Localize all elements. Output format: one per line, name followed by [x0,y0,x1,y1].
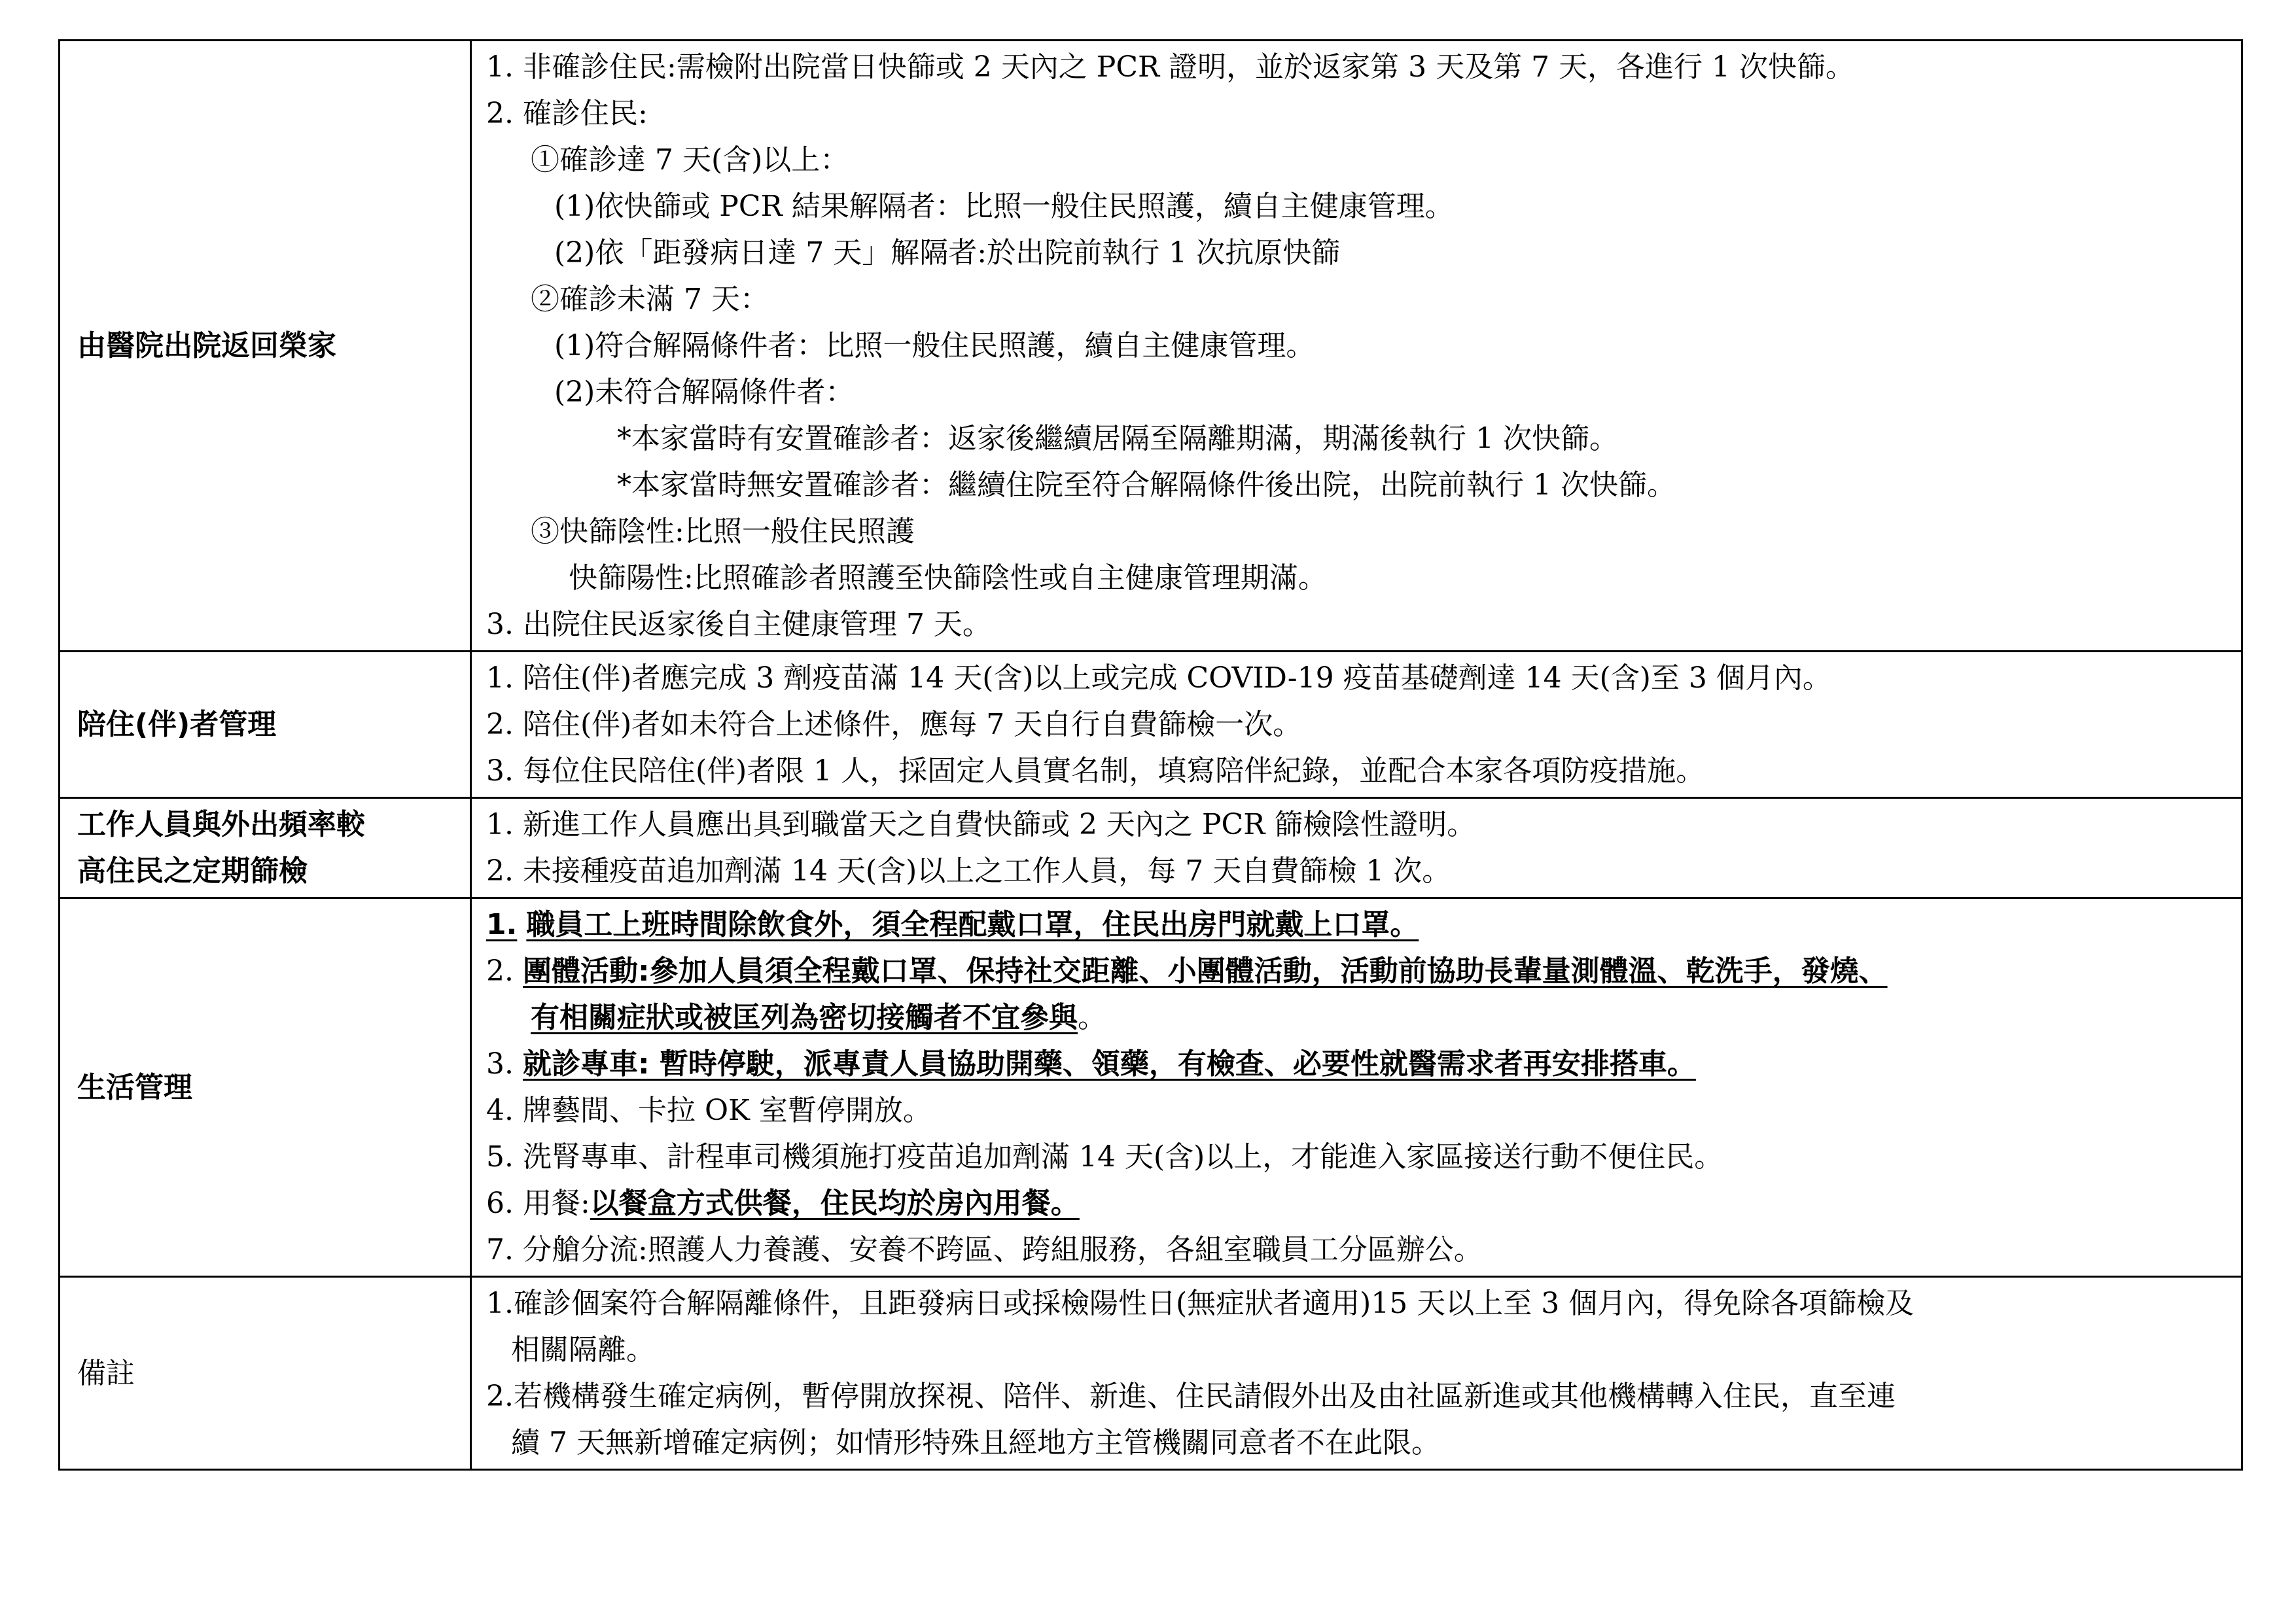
row-label-screening [60,798,471,898]
discharge-line-8: (2)未符合解隔條件者： [554,375,855,409]
discharge-line-12: 快篩陽性:比照確診者照護至快篩陰性或自主健康管理期滿。 [569,561,1327,595]
discharge-line-13: 3. 出院住民返家後自主健康管理 7 天。 [486,608,991,641]
screening-line-1: 1. 新進工作人員應出具到職當天之自費快篩或 2 天內之 PCR 篩檢陰性證明。 [486,808,1476,841]
policy-table [58,39,2243,1471]
companion-line-1: 1. 陪住(伴)者應完成 3 劑疫苗滿 14 天(含)以上或完成 COVID-19 疫苗基礎劑達 14 天(含)至 3 個月內。 [486,661,1831,695]
row-content-companion [471,652,2242,798]
discharge-line-11: ③快篩陰性:比照一般住民照護 [531,515,915,548]
row-label-screening-line-1: 工作人員與外出頻率較 [77,808,365,841]
screening-line-2: 2. 未接種疫苗追加劑滿 14 天(含)以上之工作人員，每 7 天自費篩檢 1 次。 [486,854,1451,888]
life-item-3-text: 就診專車: 暫時停駛，派專責人員協助開藥、領藥，有檢查、必要性就醫需求者再安排搭車。 [522,1047,1696,1081]
row-label-screening-line-2: 高住民之定期篩檢 [77,854,308,888]
row-label-notes: 備註 [60,1277,471,1470]
life-item-2-tail: 。 [1078,1001,1106,1034]
life-item-1-text: 職員工上班時間除飲食外，須全程配戴口罩，住民出房門就戴上口罩。 [526,908,1419,941]
life-item-6-prefix: 6. 用餐: [486,1187,590,1220]
table-row-life [60,898,2242,1277]
row-label-life: 生活管理 [60,898,471,1277]
table-row-screening [60,798,2242,898]
life-item-1-num: 1. [486,908,518,941]
life-item-6 [472,1180,2228,1227]
table-row-hospital-discharge [60,41,2242,652]
life-item-1 [472,901,2228,948]
discharge-line-1: 1. 非確診住民:需檢附出院當日快篩或 2 天內之 PCR 證明，並於返家第 3 天及第 7 天，各進行 1 次快篩。 [486,50,1855,84]
life-item-7: 7. 分艙分流:照護人力養護、安養不跨區、跨組服務，各組室職員工分區辦公。 [486,1233,1483,1266]
life-item-3-num: 3. [486,1047,514,1081]
row-content-notes [471,1277,2242,1470]
discharge-line-7: (1)符合解隔條件者：比照一般住民照護，續自主健康管理。 [554,329,1315,362]
life-item-2a [472,948,2228,994]
row-content-life [471,898,2242,1277]
discharge-line-4: (1)依快篩或 PCR 結果解隔者：比照一般住民照護，續自主健康管理。 [554,190,1454,223]
row-label-hospital-discharge: 由醫院出院返回榮家 [60,41,471,652]
life-item-2-text-b: 有相關症狀或被匡列為密切接觸者不宜參與 [531,1001,1078,1034]
table-row-companion [60,652,2242,798]
discharge-line-2: 2. 確診住民: [486,97,648,130]
note-1-line-a: 1.確診個案符合解隔離條件，且距發病日或採檢陽性日(無症狀者適用)15 天以上至 3 個月內，得免除各項篩檢及 [486,1287,1915,1320]
life-item-2b [472,994,2228,1041]
life-item-2-text-a: 團體活動:參加人員須全程戴口罩、保持社交距離、小團體活動，活動前協助長輩量測體溫、乾洗手，發燒、 [522,954,1888,988]
note-2-line-a: 2.若機構發生確定病例，暫停開放探視、陪伴、新進、住民請假外出及由社區新進或其他機構轉入住民，直至連 [486,1380,1896,1413]
life-item-5: 5. 洗腎專車、計程車司機須施打疫苗追加劑滿 14 天(含)以上，才能進入家區接送行動不便住民。 [486,1140,1723,1174]
life-item-2-num: 2. [486,954,514,988]
row-label-companion: 陪住(伴)者管理 [60,652,471,798]
life-item-3 [472,1041,2228,1087]
note-1-line-b: 相關隔離。 [511,1333,655,1367]
row-content-hospital-discharge [471,41,2242,652]
discharge-line-9: *本家當時有安置確診者：返家後繼續居隔至隔離期滿，期滿後執行 1 次快篩。 [617,422,1618,455]
companion-line-3: 3. 每位住民陪住(伴)者限 1 人，採固定人員實名制，填寫陪伴紀錄，並配合本家各項防疫措施。 [486,754,1705,788]
row-content-screening [471,798,2242,898]
table-row-notes [60,1277,2242,1470]
note-2-line-b: 續 7 天無新增確定病例；如情形特殊且經地方主管機關同意者不在此限。 [511,1426,1440,1459]
discharge-line-10: *本家當時無安置確診者：繼續住院至符合解隔條件後出院，出院前執行 1 次快篩。 [617,468,1676,502]
companion-line-2: 2. 陪住(伴)者如未符合上述條件，應每 7 天自行自費篩檢一次。 [486,708,1302,741]
discharge-line-5: (2)依「距發病日達 7 天」解隔者:於出院前執行 1 次抗原快篩 [554,236,1341,270]
discharge-line-6: ②確診未滿 7 天： [531,283,769,316]
life-item-4: 4. 牌藝間、卡拉 OK 室暫停開放。 [486,1094,932,1127]
discharge-line-3: ①確診達 7 天(含)以上： [531,143,849,177]
life-item-6-text: 以餐盒方式供餐，住民均於房內用餐。 [590,1187,1080,1220]
